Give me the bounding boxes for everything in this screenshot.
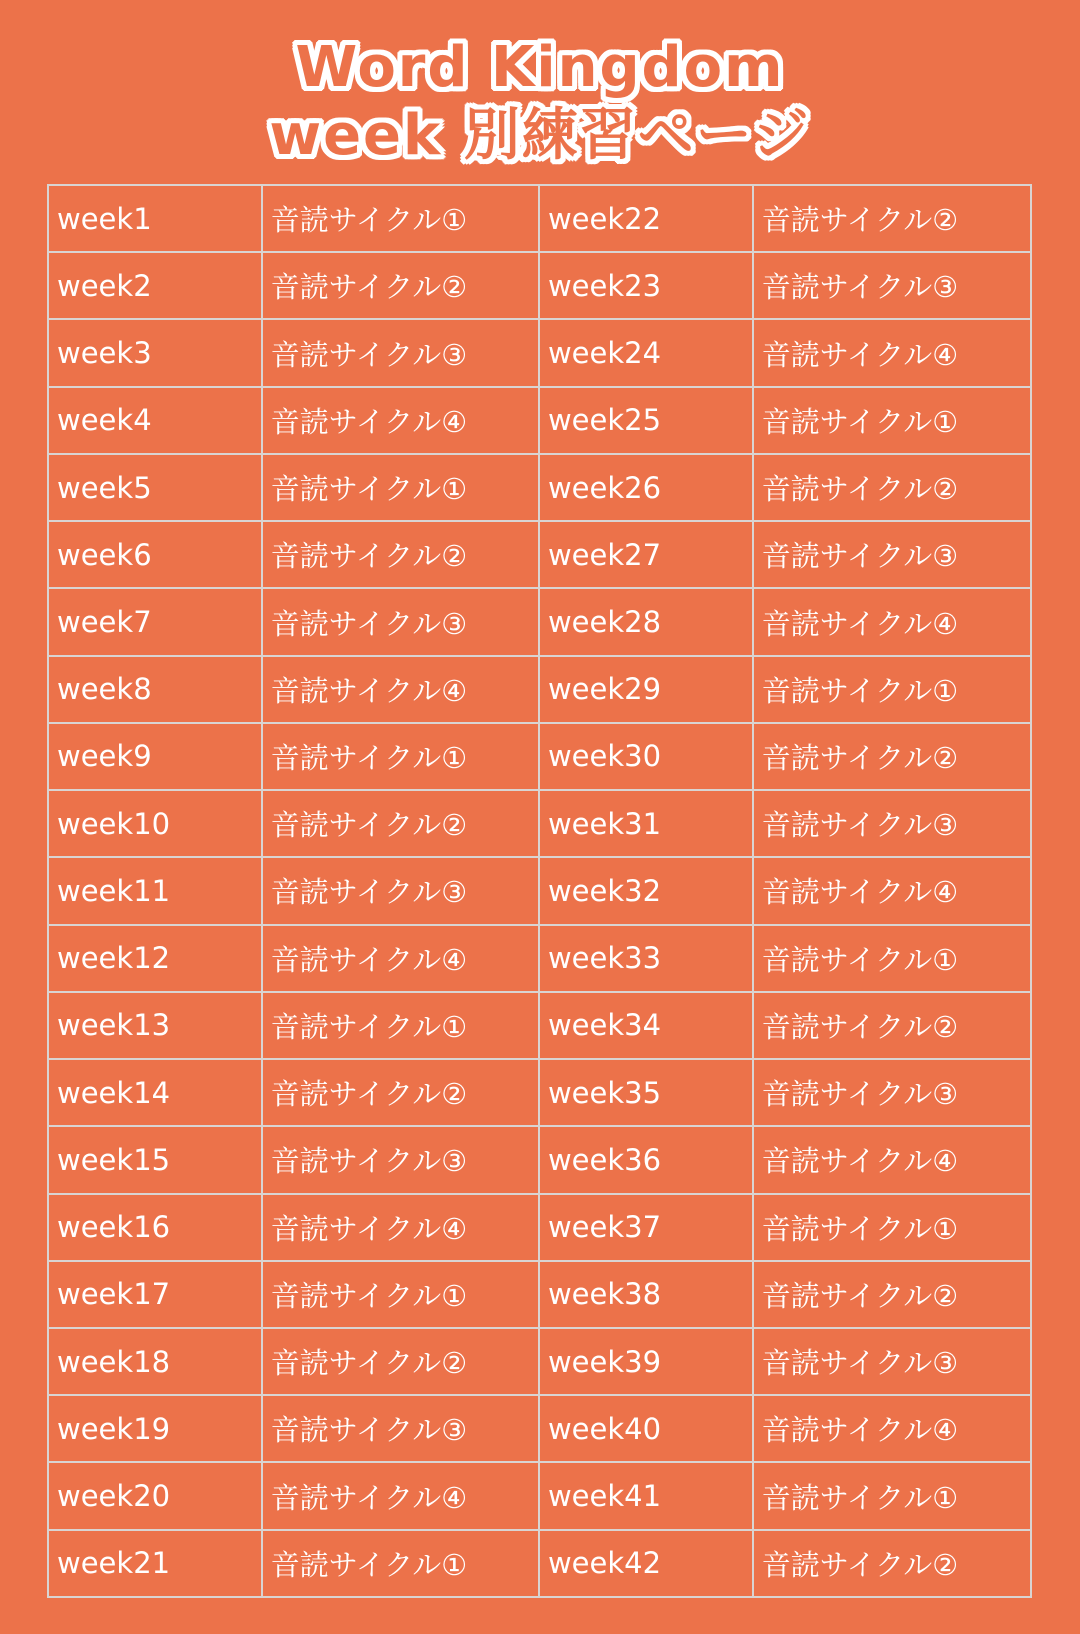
week-link-left[interactable]: week7 [48, 588, 262, 655]
page-subtitle: week 別練習ページ [269, 103, 811, 168]
reading-cycle-link-right[interactable]: 音読サイクル② [753, 723, 1031, 790]
reading-cycle-link-left[interactable]: 音読サイクル④ [262, 1462, 539, 1529]
week-link-right[interactable]: week39 [539, 1328, 753, 1395]
table-row [48, 454, 1031, 521]
table-row [48, 925, 1031, 992]
table-row [48, 1395, 1031, 1462]
table-row [48, 1530, 1031, 1597]
table-row [48, 1328, 1031, 1395]
reading-cycle-link-right[interactable]: 音読サイクル② [753, 1261, 1031, 1328]
reading-cycle-link-left[interactable]: 音読サイクル③ [262, 857, 539, 924]
week-link-right[interactable]: week37 [539, 1194, 753, 1261]
week-practice-table-body [48, 185, 1031, 1597]
reading-cycle-link-right[interactable]: 音読サイクル③ [753, 1059, 1031, 1126]
week-link-right[interactable]: week36 [539, 1126, 753, 1193]
reading-cycle-link-right[interactable]: 音読サイクル② [753, 185, 1031, 252]
reading-cycle-link-left[interactable]: 音読サイクル① [262, 1530, 539, 1597]
table-row [48, 1462, 1031, 1529]
reading-cycle-link-left[interactable]: 音読サイクル① [262, 454, 539, 521]
reading-cycle-link-left[interactable]: 音読サイクル① [262, 723, 539, 790]
reading-cycle-link-right[interactable]: 音読サイクル① [753, 925, 1031, 992]
week-link-left[interactable]: week4 [48, 387, 262, 454]
week-link-left[interactable]: week10 [48, 790, 262, 857]
reading-cycle-link-left[interactable]: 音読サイクル① [262, 992, 539, 1059]
reading-cycle-link-right[interactable]: 音読サイクル① [753, 387, 1031, 454]
reading-cycle-link-left[interactable]: 音読サイクル① [262, 1261, 539, 1328]
week-link-right[interactable]: week29 [539, 656, 753, 723]
table-row [48, 252, 1031, 319]
reading-cycle-link-right[interactable]: 音読サイクル② [753, 454, 1031, 521]
week-link-right[interactable]: week35 [539, 1059, 753, 1126]
week-link-left[interactable]: week12 [48, 925, 262, 992]
table-row [48, 521, 1031, 588]
week-link-left[interactable]: week9 [48, 723, 262, 790]
week-link-left[interactable]: week21 [48, 1530, 262, 1597]
week-link-left[interactable]: week3 [48, 319, 262, 386]
week-link-left[interactable]: week15 [48, 1126, 262, 1193]
reading-cycle-link-right[interactable]: 音読サイクル③ [753, 1328, 1031, 1395]
reading-cycle-link-left[interactable]: 音読サイクル④ [262, 1194, 539, 1261]
table-row [48, 185, 1031, 252]
table-row [48, 992, 1031, 1059]
week-link-right[interactable]: week28 [539, 588, 753, 655]
reading-cycle-link-right[interactable]: 音読サイクル③ [753, 521, 1031, 588]
week-link-right[interactable]: week34 [539, 992, 753, 1059]
week-link-right[interactable]: week23 [539, 252, 753, 319]
week-link-right[interactable]: week26 [539, 454, 753, 521]
week-link-right[interactable]: week27 [539, 521, 753, 588]
table-row [48, 1194, 1031, 1261]
reading-cycle-link-left[interactable]: 音読サイクル④ [262, 656, 539, 723]
table-row [48, 1059, 1031, 1126]
reading-cycle-link-left[interactable]: 音読サイクル② [262, 252, 539, 319]
reading-cycle-link-right[interactable]: 音読サイクル② [753, 992, 1031, 1059]
reading-cycle-link-right[interactable]: 音読サイクル④ [753, 857, 1031, 924]
week-link-left[interactable]: week6 [48, 521, 262, 588]
week-link-right[interactable]: week32 [539, 857, 753, 924]
reading-cycle-link-left[interactable]: 音読サイクル④ [262, 925, 539, 992]
week-link-right[interactable]: week31 [539, 790, 753, 857]
table-row [48, 1126, 1031, 1193]
table-row [48, 656, 1031, 723]
reading-cycle-link-right[interactable]: 音読サイクル① [753, 1462, 1031, 1529]
week-link-left[interactable]: week5 [48, 454, 262, 521]
reading-cycle-link-left[interactable]: 音読サイクル① [262, 185, 539, 252]
reading-cycle-link-right[interactable]: 音読サイクル④ [753, 1395, 1031, 1462]
reading-cycle-link-right[interactable]: 音読サイクル③ [753, 790, 1031, 857]
reading-cycle-link-left[interactable]: 音読サイクル② [262, 521, 539, 588]
reading-cycle-link-left[interactable]: 音読サイクル② [262, 1059, 539, 1126]
reading-cycle-link-right[interactable]: 音読サイクル① [753, 1194, 1031, 1261]
week-link-right[interactable]: week22 [539, 185, 753, 252]
week-link-left[interactable]: week13 [48, 992, 262, 1059]
week-link-left[interactable]: week11 [48, 857, 262, 924]
week-link-left[interactable]: week2 [48, 252, 262, 319]
week-link-left[interactable]: week1 [48, 185, 262, 252]
table-row [48, 387, 1031, 454]
reading-cycle-link-left[interactable]: 音読サイクル② [262, 790, 539, 857]
reading-cycle-link-left[interactable]: 音読サイクル④ [262, 387, 539, 454]
reading-cycle-link-right[interactable]: 音読サイクル④ [753, 319, 1031, 386]
reading-cycle-link-left[interactable]: 音読サイクル③ [262, 319, 539, 386]
week-link-right[interactable]: week42 [539, 1530, 753, 1597]
reading-cycle-link-left[interactable]: 音読サイクル③ [262, 1126, 539, 1193]
reading-cycle-link-right[interactable]: 音読サイクル② [753, 1530, 1031, 1597]
reading-cycle-link-left[interactable]: 音読サイクル③ [262, 588, 539, 655]
page-title: Word Kingdom [295, 35, 785, 100]
reading-cycle-link-right[interactable]: 音読サイクル④ [753, 1126, 1031, 1193]
week-link-left[interactable]: week19 [48, 1395, 262, 1462]
page-header [0, 36, 1080, 168]
week-link-right[interactable]: week41 [539, 1462, 753, 1529]
table-row [48, 857, 1031, 924]
week-link-left[interactable]: week18 [48, 1328, 262, 1395]
week-link-right[interactable]: week33 [539, 925, 753, 992]
week-practice-table [47, 184, 1032, 1598]
table-row [48, 588, 1031, 655]
week-link-left[interactable]: week17 [48, 1261, 262, 1328]
week-link-right[interactable]: week38 [539, 1261, 753, 1328]
reading-cycle-link-left[interactable]: 音読サイクル③ [262, 1395, 539, 1462]
table-row [48, 790, 1031, 857]
week-link-right[interactable]: week25 [539, 387, 753, 454]
week-link-left[interactable]: week8 [48, 656, 262, 723]
week-link-left[interactable]: week14 [48, 1059, 262, 1126]
table-row [48, 319, 1031, 386]
table-row [48, 1261, 1031, 1328]
week-link-left[interactable]: week20 [48, 1462, 262, 1529]
week-link-left[interactable]: week16 [48, 1194, 262, 1261]
reading-cycle-link-left[interactable]: 音読サイクル② [262, 1328, 539, 1395]
reading-cycle-link-right[interactable]: 音読サイクル④ [753, 588, 1031, 655]
week-link-right[interactable]: week30 [539, 723, 753, 790]
week-link-right[interactable]: week24 [539, 319, 753, 386]
reading-cycle-link-right[interactable]: 音読サイクル① [753, 656, 1031, 723]
week-link-right[interactable]: week40 [539, 1395, 753, 1462]
reading-cycle-link-right[interactable]: 音読サイクル③ [753, 252, 1031, 319]
table-row [48, 723, 1031, 790]
